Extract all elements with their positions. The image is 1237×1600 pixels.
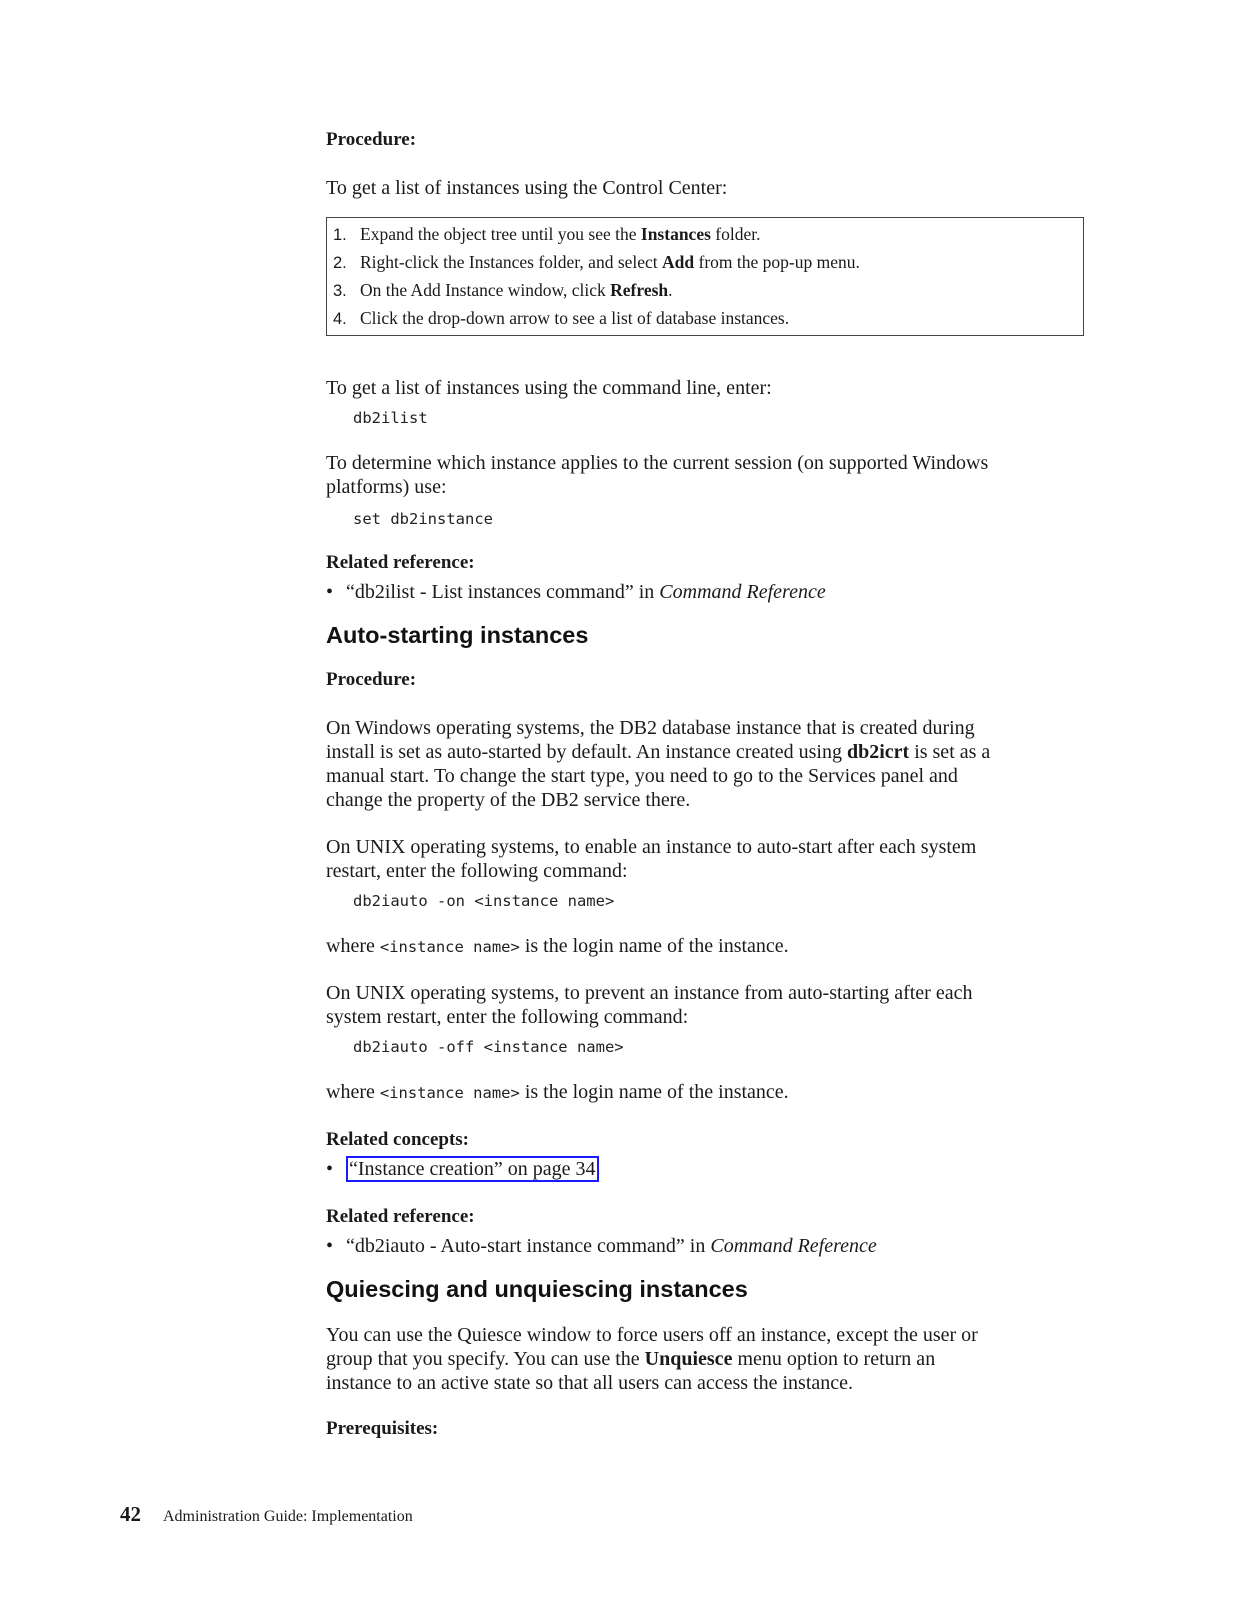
related-concepts-item: • “Instance creation” on page 34 (326, 1157, 599, 1181)
windows-line-1: On Windows operating systems, the DB2 database instance that is created during (326, 717, 975, 739)
windows-line-2: install is set as auto-started by default. An instance created using db2icrt is set as a (326, 741, 991, 763)
step-1: 1. Expand the object tree until you see the Instances folder. (333, 224, 761, 244)
related-concepts-heading: Related concepts: (326, 1129, 469, 1150)
code-db2iauto-off: db2iauto -off <instance name> (353, 1038, 624, 1056)
intro-command-line: To get a list of instances using the command line, enter: (326, 377, 772, 399)
steps-box (326, 217, 1084, 336)
related-reference-item: • “db2ilist - List instances command” in Command Reference (326, 581, 826, 603)
related-reference-item-2: • “db2iauto - Auto-start instance command” in Command Reference (326, 1235, 877, 1257)
intro-control-center: To get a list of instances using the Control Center: (326, 177, 728, 199)
unix-on-line-2: restart, enter the following command: (326, 860, 628, 882)
page-number: 42 (120, 1502, 141, 1526)
unix-off-line-1: On UNIX operating systems, to prevent an instance from auto-starting after each (326, 982, 973, 1004)
section-title-auto-starting: Auto-starting instances (326, 622, 589, 648)
where-line-2: where <instance name> is the login name of the instance. (326, 1081, 789, 1103)
related-reference-heading-2: Related reference: (326, 1206, 475, 1227)
section-title-quiescing: Quiescing and unquiescing instances (326, 1276, 748, 1302)
instance-creation-link[interactable]: “Instance creation” on page 34 (346, 1156, 599, 1182)
page-footer (120, 1502, 413, 1527)
determine-line-2: platforms) use: (326, 476, 447, 498)
quiesce-line-3: instance to an active state so that all users can access the instance. (326, 1372, 854, 1394)
step-2: 2. Right-click the Instances folder, and select Add from the pop-up menu. (333, 252, 860, 272)
procedure-heading: Procedure: (326, 129, 417, 150)
quiesce-line-2: group that you specify. You can use the Unquiesce menu option to return an (326, 1348, 936, 1370)
where-line-1: where <instance name> is the login name of the instance. (326, 935, 789, 957)
unix-off-line-2: system restart, enter the following command: (326, 1006, 689, 1028)
related-reference-heading: Related reference: (326, 552, 475, 573)
code-db2ilist: db2ilist (353, 409, 428, 427)
unix-on-line-1: On UNIX operating systems, to enable an instance to auto-start after each system (326, 836, 977, 858)
code-set-db2instance: set db2instance (353, 510, 493, 528)
procedure-heading-2: Procedure: (326, 669, 417, 690)
code-db2iauto-on: db2iauto -on <instance name> (353, 892, 615, 910)
step-3: 3. On the Add Instance window, click Refresh. (333, 280, 673, 300)
windows-line-3: manual start. To change the start type, you need to go to the Services panel and (326, 765, 958, 787)
step-4: 4. Click the drop-down arrow to see a list of database instances. (333, 308, 790, 328)
book-title: Administration Guide: Implementation (163, 1508, 413, 1525)
prerequisites-heading: Prerequisites: (326, 1418, 439, 1439)
quiesce-line-1: You can use the Quiesce window to force users off an instance, except the user or (326, 1324, 978, 1346)
determine-line-1: To determine which instance applies to the current session (on supported Windows (326, 452, 989, 474)
windows-line-4: change the property of the DB2 service there. (326, 789, 691, 811)
